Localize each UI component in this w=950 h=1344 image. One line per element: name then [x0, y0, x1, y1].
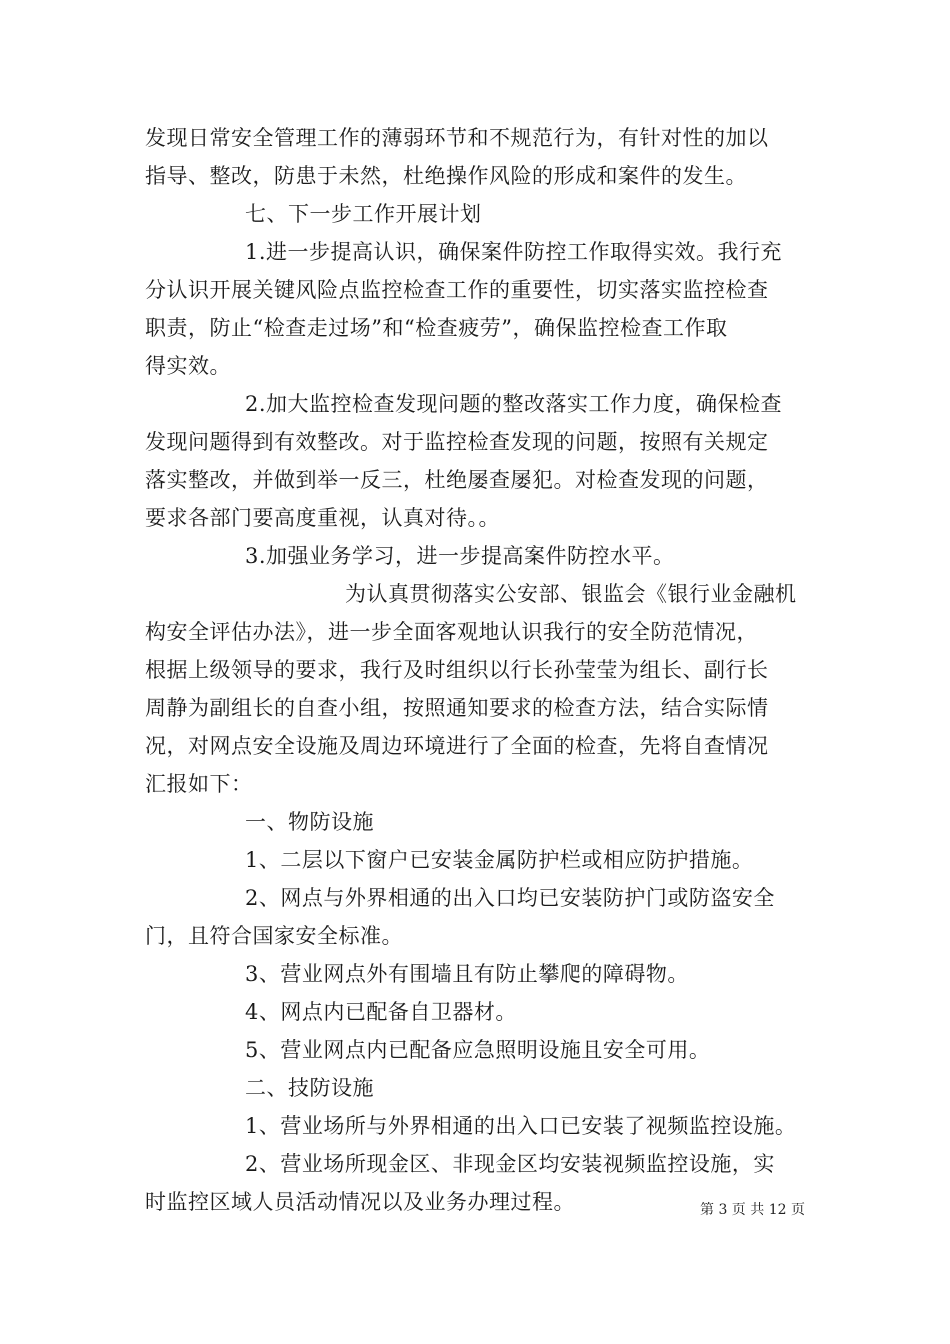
text-line-7: 得实效。 [145, 354, 231, 378]
text-line-5: 分认识开展关键风险点监控检查工作的重要性，切实落实监控检查 [145, 278, 769, 302]
text-line-9: 发现问题得到有效整改。对于监控检查发现的问题，按照有关规定 [145, 430, 769, 454]
text-line-27: 1、营业场所与外界相通的出入口已安装了视频监控设施。 [245, 1114, 797, 1138]
text-line-17: 况，对网点安全设施及周边环境进行了全面的检查，先将自查情况 [145, 734, 769, 758]
text-line-12: 3.加强业务学习，进一步提高案件防控水平。 [245, 544, 675, 568]
text-line-1: 发现日常安全管理工作的薄弱环节和不规范行为，有针对性的加以 [145, 126, 769, 150]
text-line-8: 2.加大监控检查发现问题的整改落实工作力度，确保检查 [245, 392, 783, 416]
text-line-18: 汇报如下： [145, 772, 253, 796]
page-number-footer: 第 3 页 共 12 页 [700, 1202, 805, 1218]
text-line-14: 构安全评估办法》，进一步全面客观地认识我行的安全防范情况， [145, 620, 758, 644]
text-line-15: 根据上级领导的要求，我行及时组织以行长孙莹莹为组长、副行长 [145, 658, 769, 682]
text-line-11: 要求各部门要高度重视，认真对待。。 [145, 506, 500, 530]
text-line-6: 职责，防止“检查走过场”和“检查疲劳”，确保监控检查工作取 [145, 316, 728, 340]
text-line-21: 2、网点与外界相通的出入口均已安装防护门或防盗安全 [245, 886, 775, 910]
text-line-2: 指导、整改，防患于未然，杜绝操作风险的形成和案件的发生。 [145, 164, 747, 188]
section-heading-7: 七、下一步工作开展计划 [245, 202, 482, 226]
text-line-13: 为认真贯彻落实公安部、银监会《银行业金融机 [345, 582, 797, 606]
text-line-4: 1.进一步提高认识，确保案件防控工作取得实效。我行充 [245, 240, 783, 264]
text-line-16: 周静为副组长的自查小组，按照通知要求的检查方法，结合实际情 [145, 696, 769, 720]
text-line-22: 门，且符合国家安全标准。 [145, 924, 403, 948]
section-heading-technical: 二、技防设施 [245, 1076, 374, 1100]
text-line-20: 1、二层以下窗户已安装金属防护栏或相应防护措施。 [245, 848, 754, 872]
text-line-10: 落实整改，并做到举一反三，杜绝屡查屡犯。对检查发现的问题， [145, 468, 769, 492]
section-heading-physical: 一、物防设施 [245, 810, 374, 834]
text-line-29: 时监控区域人员活动情况以及业务办理过程。 [145, 1190, 575, 1214]
text-line-23: 3、营业网点外有围墙且有防止攀爬的障碍物。 [245, 962, 689, 986]
text-line-28: 2、营业场所现金区、非现金区均安装视频监控设施，实 [245, 1152, 775, 1176]
text-line-24: 4、网点内已配备自卫器材。 [245, 1000, 517, 1024]
text-line-25: 5、营业网点内已配备应急照明设施且安全可用。 [245, 1038, 711, 1062]
